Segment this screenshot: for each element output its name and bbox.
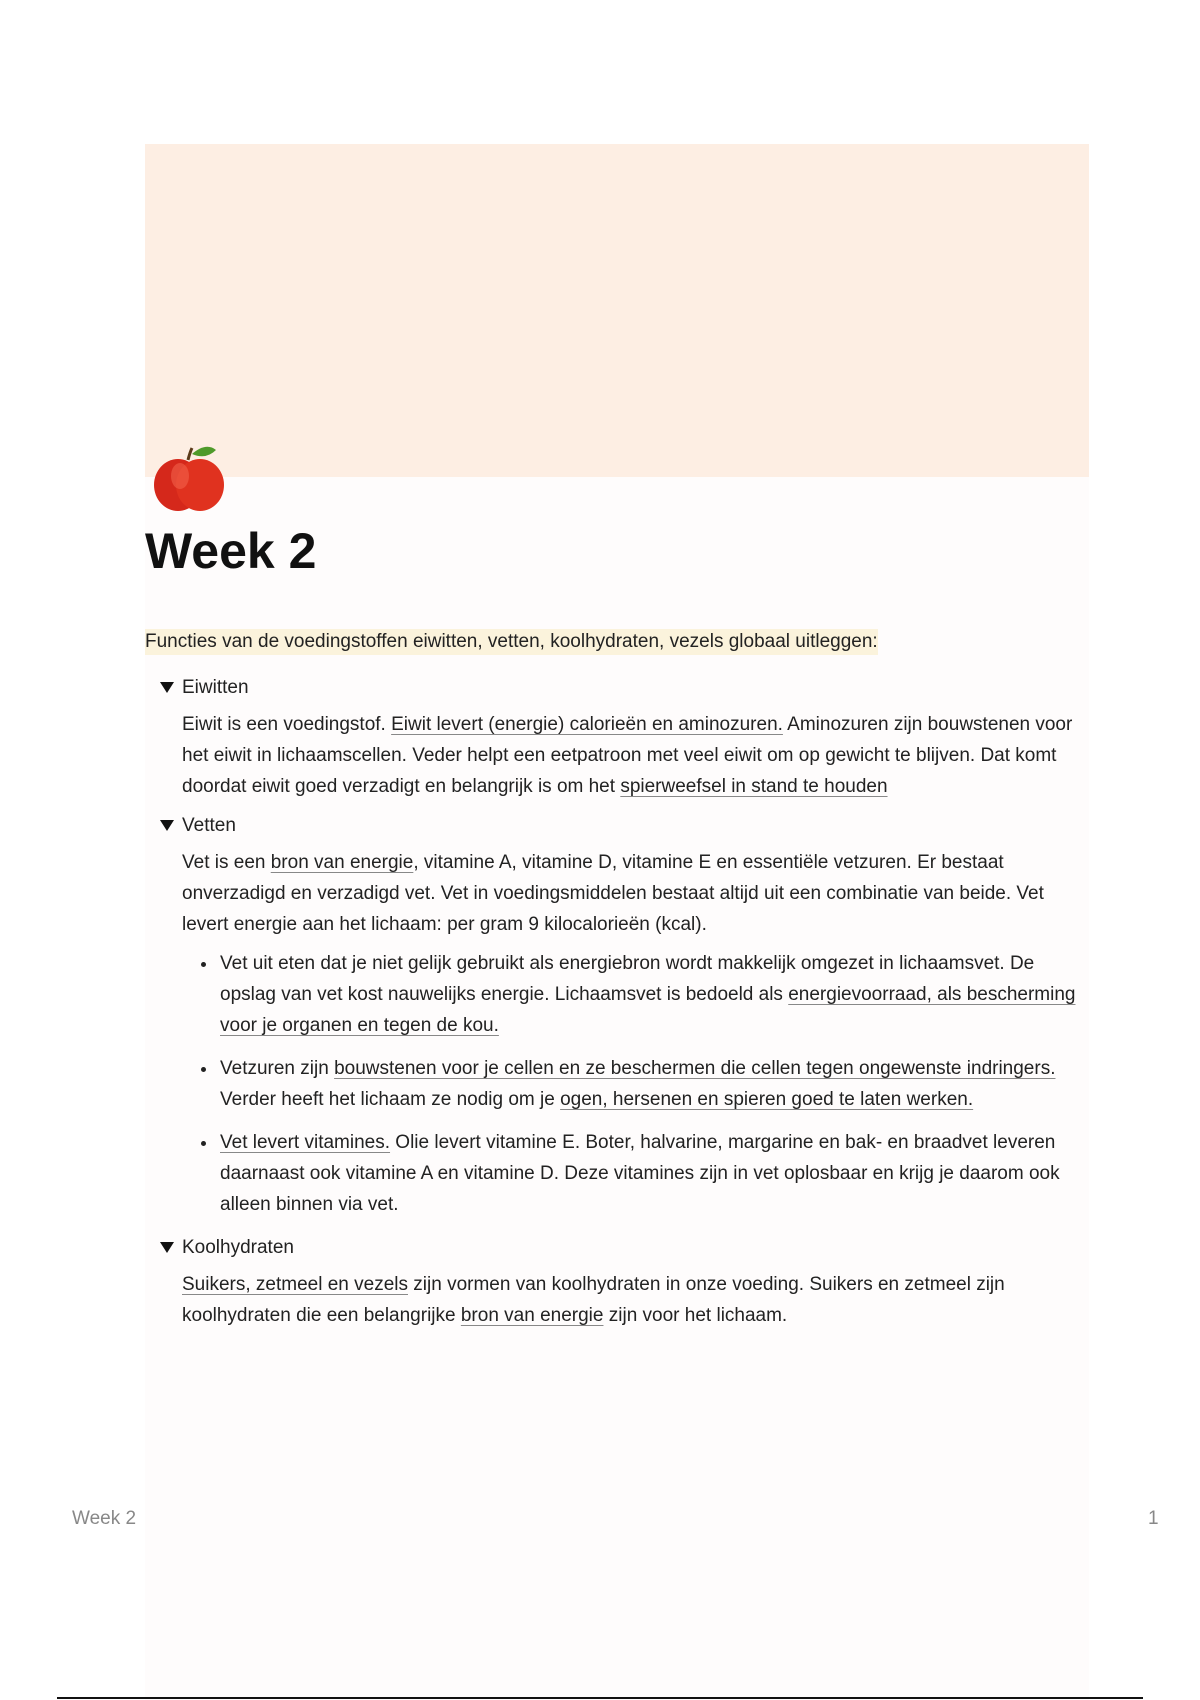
koolhydraten-paragraph (182, 1269, 1080, 1331)
text-run: zijn voor het lichaam. (603, 1305, 788, 1326)
bottom-divider (57, 1697, 1143, 1699)
triangle-down-icon[interactable] (160, 682, 174, 693)
text-run: , vitamine A, vitamine D, vitamine E en essentiële vetzuren. Er bestaat onverzadigd en verzadigd vet. Vet in voedingsmiddelen bestaat altijd uit een combinatie van beide. Vet levert energie aan het lichaam: per gram 9 kilocalorieën (kcal). (182, 852, 1044, 935)
toggle-vetten[interactable] (160, 810, 1080, 841)
cover-banner (145, 144, 1089, 477)
toggle-label: Koolhydraten (182, 1237, 294, 1258)
red-apple-icon (150, 438, 230, 518)
underlined-text: Vet levert vitamines. (220, 1132, 391, 1153)
vetten-body (182, 847, 1080, 1220)
vetten-bullet-list (182, 948, 1080, 1220)
underlined-text: Suikers, zetmeel en vezels (182, 1274, 408, 1295)
underlined-text: bouwstenen voor je cellen en ze beschermen die cellen tegen ongewenste indringers. (334, 1058, 1056, 1079)
eiwitten-paragraph (182, 709, 1080, 802)
text-run: Vetzuren zijn (220, 1058, 335, 1079)
koolhydraten-body (182, 1269, 1080, 1331)
triangle-down-icon[interactable] (160, 820, 174, 831)
underlined-text: bron van energie (270, 852, 414, 873)
underlined-text: spierweefsel in stand te houden (620, 776, 888, 797)
text-run: Verder heeft het lichaam ze nodig om je (220, 1089, 561, 1110)
triangle-down-icon[interactable] (160, 1242, 174, 1253)
list-item (218, 1053, 1080, 1115)
underlined-text: ogen, hersenen en spieren goed te laten werken. (560, 1089, 974, 1110)
toggle-label: Eiwitten (182, 677, 249, 698)
toggle-koolhydraten[interactable] (160, 1232, 1080, 1263)
list-item (218, 1127, 1080, 1220)
underlined-text: bron van energie (460, 1305, 604, 1326)
vetten-paragraph (182, 847, 1080, 940)
text-run: zijn vormen van koolhydraten in onze voeding. Suikers en zetmeel zijn koolhydraten die een belangrijke (182, 1274, 1005, 1326)
toggle-list (160, 670, 1080, 1339)
text-run: Vet uit eten dat je niet gelijk gebruikt als energiebron wordt makkelijk omgezet in lichaamsvet. De opslag van vet kost nauwelijks energie. Lichaamsvet is bedoeld als (220, 953, 1035, 1005)
text-run: Eiwit is een voedingstof. (182, 714, 392, 735)
page-number: 1 (1148, 1508, 1159, 1529)
underlined-text: energievoorraad, als bescherming voor je organen en tegen de kou. (220, 984, 1076, 1036)
text-run: Olie levert vitamine E. Boter, halvarine, margarine en bak- en braadvet leveren daarnaast ook vitamine A en vitamine D. Deze vitamines zijn in vet oplosbaar en krijg je daarom ook alleen binnen via vet. (220, 1132, 1060, 1215)
page-title: Week 2 (145, 523, 317, 579)
eiwitten-body (182, 709, 1080, 802)
toggle-label: Vetten (182, 815, 236, 836)
list-item (218, 948, 1080, 1041)
text-run: Vet is een (182, 852, 271, 873)
intro-highlight: Functies van de voedingstoffen eiwitten, vetten, koolhydraten, vezels globaal uitleggen: (145, 629, 878, 655)
footer-title: Week 2 (72, 1508, 137, 1529)
toggle-eiwitten[interactable] (160, 672, 1080, 703)
text-run: Aminozuren zijn bouwstenen voor het eiwit in lichaamscellen. Veder helpt een eetpatroon met veel eiwit om op gewicht te blijven. Dat komt doordat eiwit goed verzadigt en belangrijk is om het (182, 714, 1073, 797)
underlined-text: Eiwit levert (energie) calorieën en aminozuren. (391, 714, 783, 735)
